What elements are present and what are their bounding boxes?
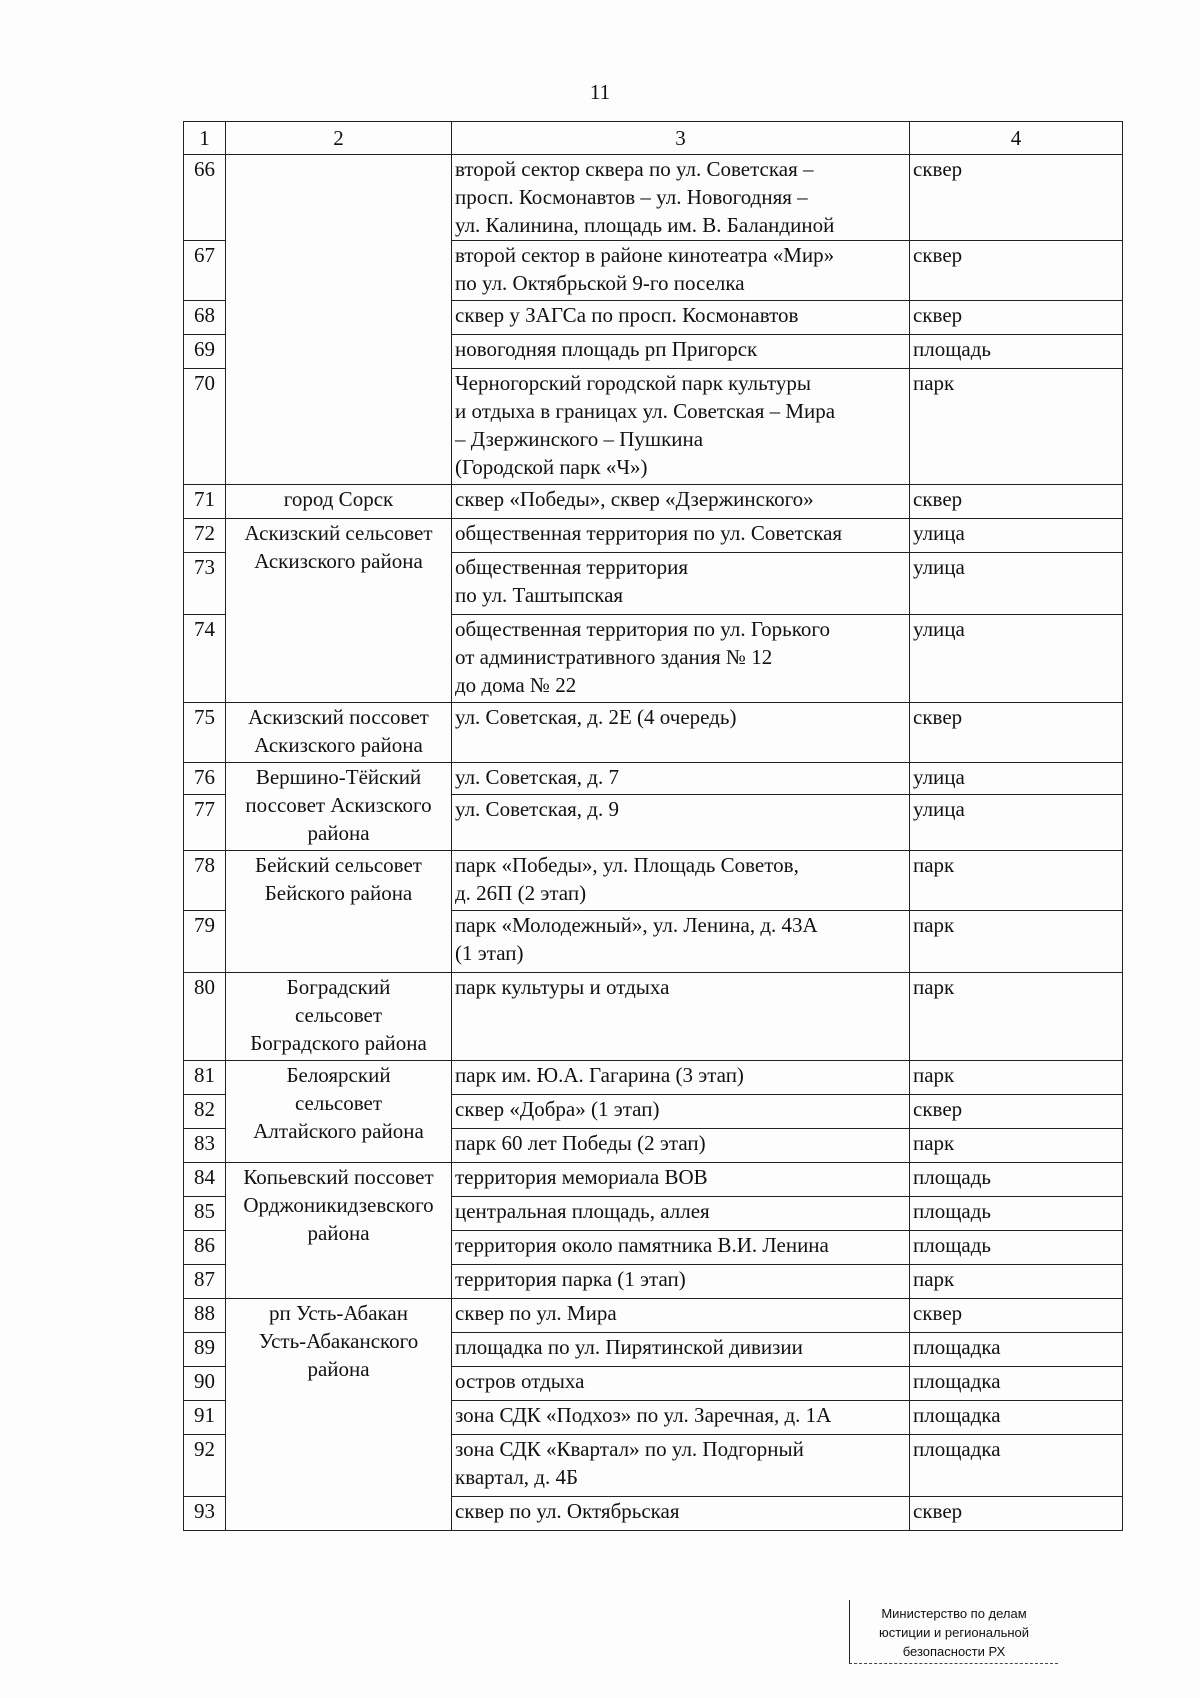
type-cell: улица [910,519,1123,553]
type-cell: парк [910,1061,1123,1095]
row-number: 73 [184,553,226,615]
row-number: 76 [184,763,226,795]
object-cell: парк им. Ю.А. Гагарина (3 этап) [452,1061,910,1095]
object-cell: территория парка (1 этап) [452,1265,910,1299]
type-cell: площадка [910,1435,1123,1497]
type-cell: парк [910,851,1123,911]
type-cell: улица [910,763,1123,795]
municipality-cell: рп Усть-Абакан Усть-Абаканского района [226,1299,452,1531]
object-cell: Черногорский городской парк культуры и отдыха в границах ул. Советская – Мира – Дзержинского – Пушкина (Городской парк «Ч») [452,369,910,485]
row-number: 87 [184,1265,226,1299]
type-cell: сквер [910,1299,1123,1333]
row-number: 77 [184,795,226,851]
object-cell: ул. Советская, д. 9 [452,795,910,851]
page-number: 11 [589,80,611,104]
type-cell: сквер [910,155,1123,241]
table-row [184,1163,1123,1197]
table-row [184,1061,1123,1095]
type-cell: сквер [910,241,1123,301]
table-row [184,763,1123,795]
type-cell: сквер [910,1497,1123,1531]
object-cell: второй сектор сквера по ул. Советская – просп. Космонавтов – ул. Новогодняя – ул. Калинина, площадь им. В. Баландиной [452,155,910,241]
type-cell: площадь [910,1231,1123,1265]
object-cell: сквер по ул. Мира [452,1299,910,1333]
row-number: 86 [184,1231,226,1265]
municipality-cell: Аскизский сельсовет Аскизского района [226,519,452,703]
row-number: 74 [184,615,226,703]
row-number: 72 [184,519,226,553]
object-cell: зона СДК «Подхоз» по ул. Заречная, д. 1А [452,1401,910,1435]
municipality-cell: Бейский сельсовет Бейского района [226,851,452,973]
table-row [184,519,1123,553]
type-cell: площадка [910,1333,1123,1367]
row-number: 93 [184,1497,226,1531]
row-number: 85 [184,1197,226,1231]
row-number: 89 [184,1333,226,1367]
column-header: 1 [184,122,226,155]
row-number: 91 [184,1401,226,1435]
row-number: 92 [184,1435,226,1497]
object-cell: общественная территория по ул. Таштыпская [452,553,910,615]
object-cell: сквер по ул. Октябрьская [452,1497,910,1531]
object-cell: сквер «Победы», сквер «Дзержинского» [452,485,910,519]
row-number: 82 [184,1095,226,1129]
object-cell: новогодняя площадь рп Пригорск [452,335,910,369]
row-number: 70 [184,369,226,485]
object-cell: парк 60 лет Победы (2 этап) [452,1129,910,1163]
table-row [184,1299,1123,1333]
row-number: 69 [184,335,226,369]
type-cell: площадка [910,1367,1123,1401]
object-cell: территория мемориала ВОВ [452,1163,910,1197]
object-cell: центральная площадь, аллея [452,1197,910,1231]
object-cell: общественная территория по ул. Советская [452,519,910,553]
municipality-cell: Белоярский сельсовет Алтайского района [226,1061,452,1163]
row-number: 75 [184,703,226,763]
type-cell: парк [910,1265,1123,1299]
object-cell: парк «Молодежный», ул. Ленина, д. 43А (1 этап) [452,911,910,973]
type-cell: площадка [910,1401,1123,1435]
table-row [184,703,1123,763]
objects-table [183,121,1123,1531]
municipality-cell: Боградский сельсовет Боградского района [226,973,452,1061]
object-cell: ул. Советская, д. 7 [452,763,910,795]
type-cell: сквер [910,485,1123,519]
type-cell: площадь [910,1163,1123,1197]
type-cell: улица [910,795,1123,851]
row-number: 78 [184,851,226,911]
object-cell: зона СДК «Квартал» по ул. Подгорный квартал, д. 4Б [452,1435,910,1497]
row-number: 80 [184,973,226,1061]
object-cell: общественная территория по ул. Горького от административного здания № 12 до дома № 22 [452,615,910,703]
object-cell: второй сектор в районе кинотеатра «Мир» по ул. Октябрьской 9-го поселка [452,241,910,301]
type-cell: площадь [910,335,1123,369]
table-row [184,155,1123,241]
type-cell: парк [910,1129,1123,1163]
table-header-row [184,122,1123,155]
municipality-cell [226,155,452,485]
row-number: 84 [184,1163,226,1197]
row-number: 81 [184,1061,226,1095]
object-cell: остров отдыха [452,1367,910,1401]
municipality-cell: Копьевский поссовет Орджоникидзевского района [226,1163,452,1299]
type-cell: сквер [910,301,1123,335]
type-cell: сквер [910,703,1123,763]
object-cell: парк культуры и отдыха [452,973,910,1061]
column-header: 2 [226,122,452,155]
object-cell: сквер «Добра» (1 этап) [452,1095,910,1129]
ministry-stamp: Министерство по делам юстиции и региональной безопасности РХ [849,1600,1058,1664]
row-number: 88 [184,1299,226,1333]
row-number: 79 [184,911,226,973]
type-cell: улица [910,615,1123,703]
type-cell: парк [910,973,1123,1061]
row-number: 83 [184,1129,226,1163]
table-row [184,973,1123,1061]
object-cell: территория около памятника В.И. Ленина [452,1231,910,1265]
object-cell: ул. Советская, д. 2Е (4 очередь) [452,703,910,763]
municipality-cell: город Сорск [226,485,452,519]
row-number: 71 [184,485,226,519]
type-cell: площадь [910,1197,1123,1231]
row-number: 68 [184,301,226,335]
row-number: 67 [184,241,226,301]
type-cell: улица [910,553,1123,615]
column-header: 3 [452,122,910,155]
object-cell: сквер у ЗАГСа по просп. Космонавтов [452,301,910,335]
object-cell: парк «Победы», ул. Площадь Советов, д. 26П (2 этап) [452,851,910,911]
municipality-cell: Вершино-Тёйский поссовет Аскизского района [226,763,452,851]
object-cell: площадка по ул. Пирятинской дивизии [452,1333,910,1367]
row-number: 66 [184,155,226,241]
type-cell: сквер [910,1095,1123,1129]
municipality-cell: Аскизский поссовет Аскизского района [226,703,452,763]
type-cell: парк [910,911,1123,973]
table-row [184,485,1123,519]
row-number: 90 [184,1367,226,1401]
column-header: 4 [910,122,1123,155]
type-cell: парк [910,369,1123,485]
table-row [184,851,1123,911]
